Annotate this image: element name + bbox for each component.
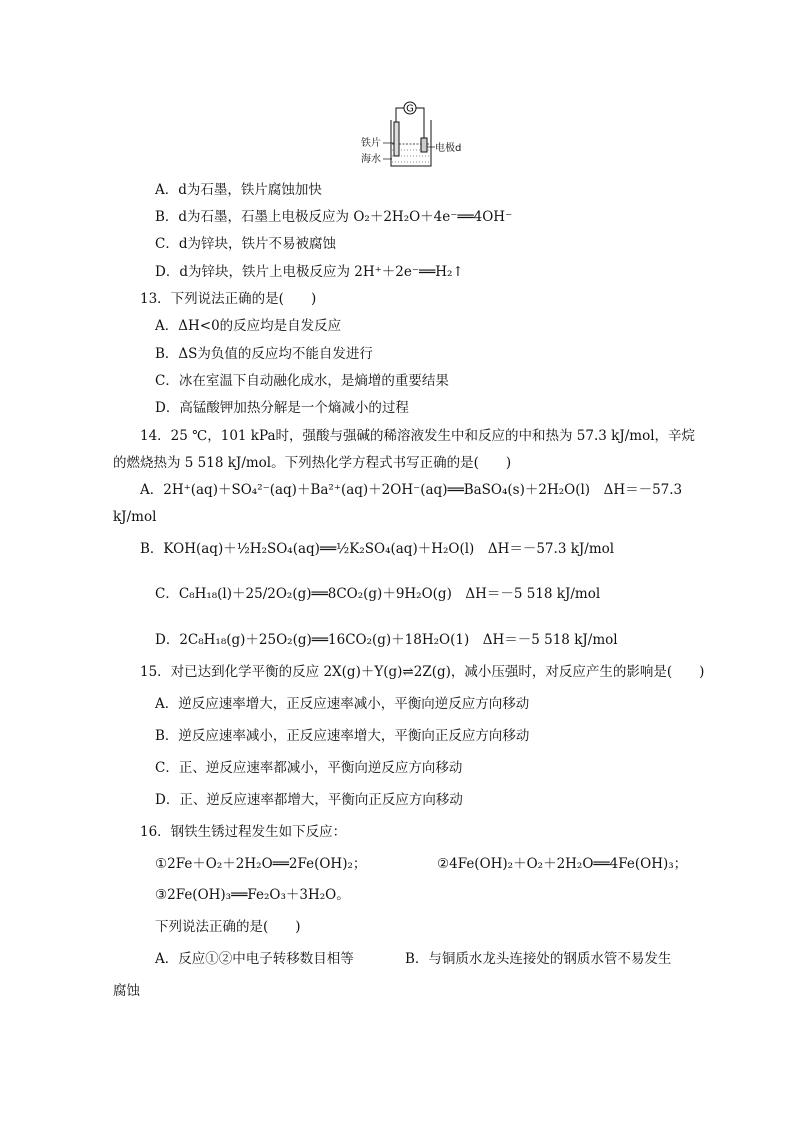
q14-option-d: D．2C₈H₁₈(g)＋25O₂(g)══16CO₂(g)＋18H₂O(1) ΔH＝－5 518 kJ/mol: [155, 632, 618, 648]
label-iron: 铁片: [361, 138, 381, 149]
galvanometer-label: G: [406, 103, 414, 115]
q12-option-c: C．d为锌块，铁片不易被腐蚀: [155, 236, 336, 252]
electrode-d: [421, 138, 427, 152]
q15-option-d: D．正、逆反应速率都增大，平衡向正反应方向移动: [155, 792, 463, 808]
q15-stem: 15．对已达到化学平衡的反应 2X(g)＋Y(g)⇌2Z(g)，减小压强时，对反应产生的影响是( ): [140, 664, 705, 680]
q16-reaction-3: ③2Fe(OH)₃══Fe₂O₃＋3H₂O。: [155, 887, 350, 903]
q13-option-a: A．ΔH<0的反应均是自发反应: [155, 318, 342, 334]
q13-option-b: B．ΔS为负值的反应均不能自发进行: [155, 346, 373, 362]
q15-option-a: A．逆反应速率增大，正反应速率减小，平衡向逆反应方向移动: [155, 696, 530, 712]
q14-stem-line2: 的燃烧热为 5 518 kJ/mol。下列热化学方程式书写正确的是( ): [113, 455, 512, 471]
q14-option-b: B．KOH(aq)＋½H₂SO₄(aq)══½K₂SO₄(aq)＋H₂O(l) ΔH＝－57.3 kJ/mol: [140, 541, 615, 557]
q16-reaction-1: ①2Fe＋O₂＋2H₂O══2Fe(OH)₂；: [155, 856, 367, 872]
q15-option-c: C．正、逆反应速率都减小，平衡向逆反应方向移动: [155, 760, 463, 776]
q14-option-c: C．C₈H₁₈(l)＋25/2O₂(g)══8CO₂(g)＋9H₂O(g) ΔH＝－5 518 kJ/mol: [155, 586, 601, 602]
q15-option-b: B．逆反应速率减小，正反应速率增大，平衡向正反应方向移动: [155, 728, 530, 744]
q16-reaction-2: ②4Fe(OH)₂＋O₂＋2H₂O══4Fe(OH)₃；: [437, 856, 688, 872]
q12-option-b: B．d为石墨，石墨上电极反应为 O₂＋2H₂O＋4e⁻══4OH⁻: [155, 209, 513, 225]
q13-option-d: D．高锰酸钾加热分解是一个熵减小的过程: [155, 400, 409, 416]
q16-stem: 16．钢铁生锈过程发生如下反应：: [140, 824, 347, 840]
q13-stem: 13．下列说法正确的是( ): [140, 291, 317, 307]
label-electrode: 电极d: [435, 143, 462, 154]
q16-option-b: B．与铜质水龙头连接处的钢质水管不易发生: [405, 951, 672, 967]
q14-option-a-cont: kJ/mol: [113, 509, 157, 525]
electrochemistry-figure: [355, 100, 475, 172]
q16-option-b-cont: 腐蚀: [113, 983, 140, 999]
q16-sub-stem: 下列说法正确的是( ): [155, 919, 301, 935]
q14-option-a: A．2H⁺(aq)＋SO₄²⁻(aq)＋Ba²⁺(aq)＋2OH⁻(aq)══BaSO₄(s)＋2H₂O(l) ΔH＝－57.3: [140, 482, 683, 498]
q13-option-c: C．冰在室温下自动融化成水，是熵增的重要结果: [155, 373, 449, 389]
iron-plate: [394, 122, 399, 156]
q12-option-d: D．d为锌块，铁片上电极反应为 2H⁺＋2e⁻══H₂↑: [155, 264, 464, 280]
q16-option-a: A．反应①②中电子转移数目相等: [155, 951, 354, 967]
q12-option-a: A．d为石墨，铁片腐蚀加快: [155, 182, 322, 198]
label-seawater: 海水: [361, 154, 381, 165]
q14-stem-line1: 14．25 ℃，101 kPa时，强酸与强碱的稀溶液发生中和反应的中和热为 57.3 kJ/mol，辛烷: [140, 428, 696, 444]
